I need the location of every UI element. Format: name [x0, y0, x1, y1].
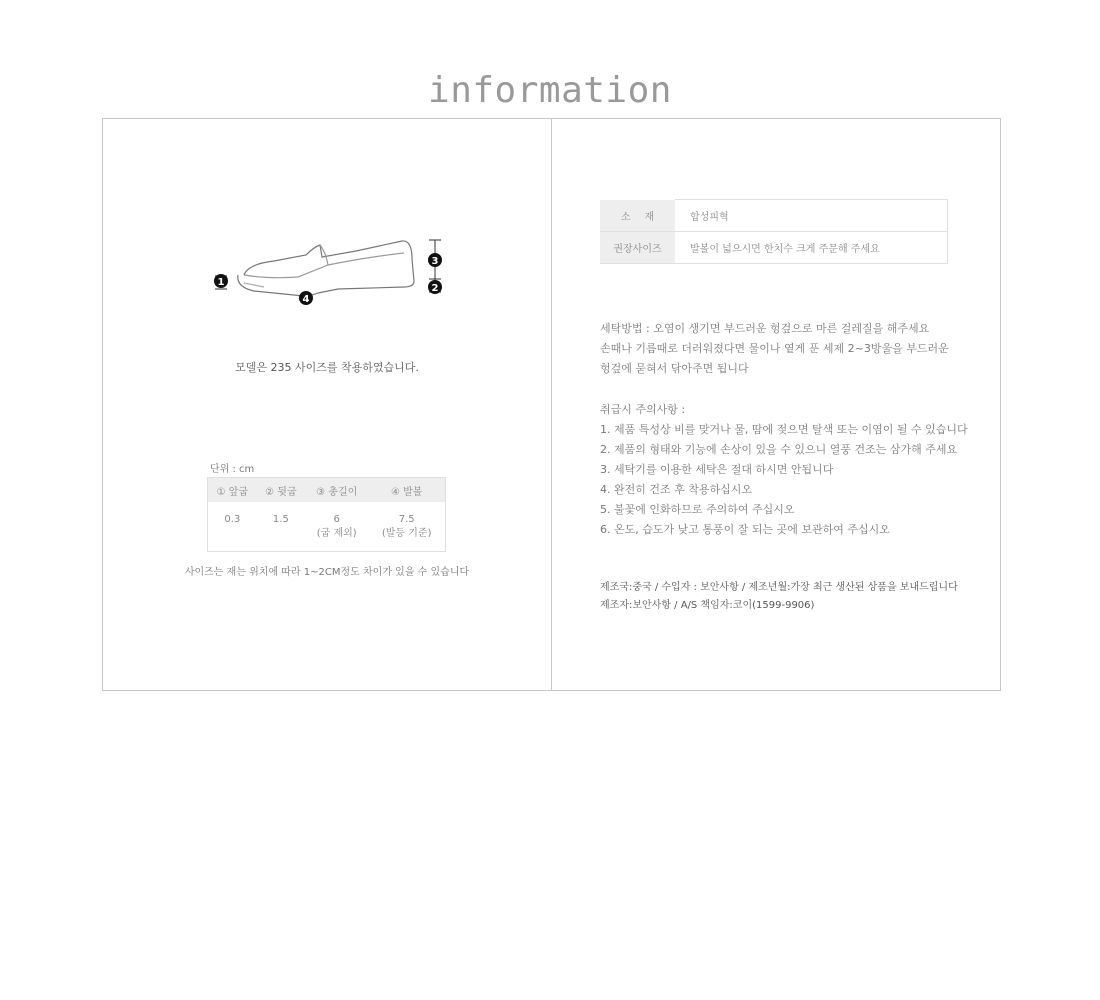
information-box	[102, 118, 1001, 691]
spec-table	[600, 199, 948, 264]
page-title: information	[428, 70, 672, 111]
size-cell-total-length	[305, 502, 368, 552]
care-item: 5. 불꽃에 인화하므로 주의하여 주십시오	[600, 503, 795, 516]
shoe-upper	[244, 241, 414, 281]
size-subvalue: (발등 기준)	[381, 528, 432, 539]
size-table-value-row	[208, 502, 446, 552]
marker-1	[214, 274, 228, 288]
size-cell-back-heel	[257, 502, 305, 552]
size-header-width: ④ 발볼	[368, 478, 445, 503]
marker-2	[428, 280, 442, 294]
size-table	[207, 477, 446, 552]
svg-text:3: 3	[431, 256, 439, 267]
spec-label: 소재	[600, 200, 675, 232]
care-item: 3. 세탁기를 이용한 세탁은 절대 하시면 안됩니다	[600, 463, 834, 476]
svg-text:2: 2	[431, 283, 439, 294]
shoe-sole	[238, 275, 414, 296]
column-divider	[551, 119, 552, 690]
marker-3	[428, 253, 442, 267]
care-title: 취급시 주의사항 :	[600, 403, 686, 416]
svg-text:4: 4	[302, 294, 310, 305]
care-instructions	[600, 400, 968, 540]
size-cell-front-heel	[208, 502, 257, 552]
care-item: 2. 제품의 형태와 기능에 손상이 있을 수 있으니 열풍 건조는 삼가해 주세요	[600, 443, 958, 456]
care-item: 4. 완전히 건조 후 착용하십시오	[600, 483, 752, 496]
manufacturer-line: 제조자:보안사항 / A/S 책임자:코이(1599-9906)	[600, 600, 815, 611]
wash-line: 손때나 기름때로 더러워졌다면 물이나 옅게 푼 세제 2~3방울을 부드러운	[600, 342, 949, 355]
wash-line: 세탁방법 : 오염이 생기면 부드러운 헝겊으로 마른 걸레질을 해주세요	[600, 322, 930, 335]
size-value: 6	[333, 514, 340, 525]
spec-row-material	[600, 200, 948, 232]
size-header-front-heel: ① 앞굽	[208, 478, 257, 503]
size-cell-width	[368, 502, 445, 552]
size-subvalue: (굽 제외)	[316, 528, 357, 539]
marker-4	[299, 291, 313, 305]
svg-text:1: 1	[217, 277, 225, 288]
size-variance-note: 사이즈는 재는 위치에 따라 1~2CM정도 차이가 있을 수 있습니다	[184, 567, 470, 578]
care-item: 1. 제품 특성상 비를 맞거나 물, 땀에 젖으면 탈색 또는 이염이 될 수 있습니다	[600, 423, 968, 436]
size-value: 0.3	[224, 514, 241, 525]
size-value: 7.5	[398, 514, 415, 525]
spec-value: 발볼이 넓으시면 한치수 크게 주문해 주세요	[675, 232, 948, 264]
shoe-measurement-diagram	[208, 231, 448, 311]
manufacturer-line: 제조국:중국 / 수입자 : 보안사항 / 제조년월:가장 최근 생산된 상품을 보내드립니다	[600, 582, 958, 593]
spec-label: 권장사이즈	[600, 232, 675, 264]
spec-row-recommended-size	[600, 232, 948, 264]
unit-label: 단위 : cm	[210, 464, 255, 475]
manufacturer-info	[600, 579, 958, 615]
size-value: 1.5	[272, 514, 289, 525]
size-header-back-heel: ② 뒷굽	[257, 478, 305, 503]
size-table-header-row	[208, 478, 446, 503]
care-item: 6. 온도, 습도가 낮고 통풍이 잘 되는 곳에 보관하여 주십시오	[600, 523, 890, 536]
spec-value: 합성피혁	[675, 200, 948, 232]
size-header-total-length: ③ 총길이	[305, 478, 368, 503]
model-size-note: 모델은 235 사이즈를 착용하였습니다.	[235, 361, 419, 374]
wash-instructions	[600, 319, 949, 379]
wash-line: 헝겊에 묻혀서 닦아주면 됩니다	[600, 362, 749, 375]
